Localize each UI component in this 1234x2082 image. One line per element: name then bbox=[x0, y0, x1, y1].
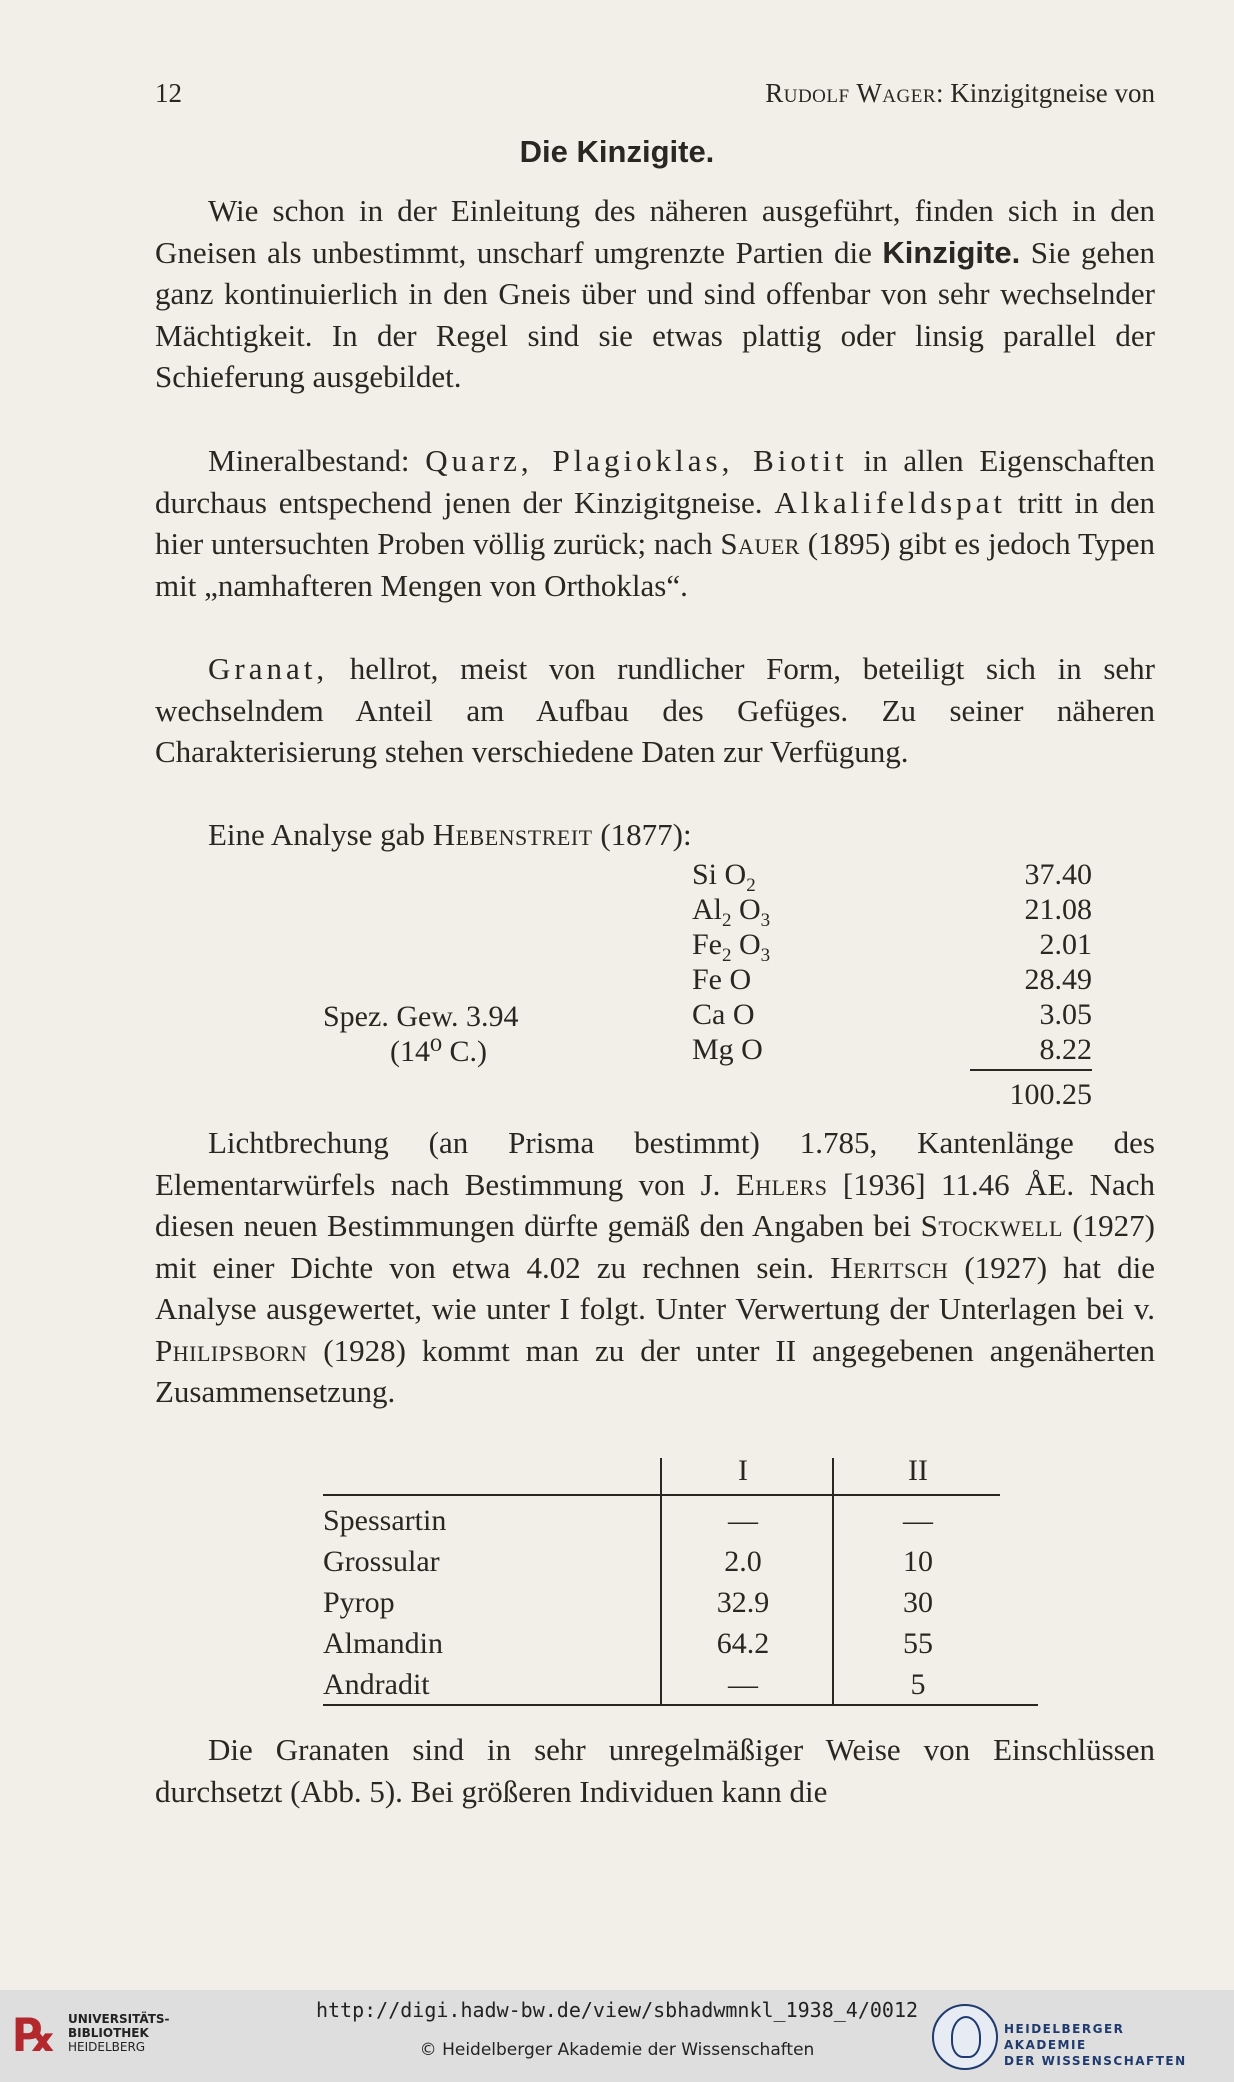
author-name: Rudolf Wager bbox=[765, 78, 937, 108]
oxide-value: 3.05 bbox=[1039, 998, 1092, 1031]
oxide-value: 8.22 bbox=[1039, 1033, 1092, 1066]
oxide-label: $Al_2$ $O_3$ bbox=[692, 893, 771, 931]
author-citation: Hebenstreit bbox=[432, 817, 593, 852]
table-row-label: Almandin bbox=[323, 1627, 443, 1660]
library-logo-text: UNIVERSITÄTS- BIBLIOTHEK HEIDELBERG bbox=[68, 2012, 170, 2054]
table-row-label: Andradit bbox=[323, 1668, 430, 1701]
measurement-temperature: (14⁰ C.) bbox=[390, 1035, 488, 1068]
author-citation: Philipsborn bbox=[155, 1332, 308, 1368]
text-run: hellrot, meist von rundlicher Form, beteiligt sich in sehr wechselndem Anteil am Aufbau des Gefüges. Zu seiner näheren Charakterisierung stehen verschiedene Daten zur Verfügung. bbox=[155, 651, 1155, 769]
bold-term: Kinzigite. bbox=[882, 234, 1021, 270]
table-cell: 64.2 bbox=[716, 1627, 770, 1660]
table-row-label: Pyrop bbox=[323, 1586, 395, 1619]
spaced-term: Quarz, Plagioklas, Biotit bbox=[425, 443, 848, 478]
text-run: (1927) hat die Analyse ausgewertet, wie unter I folgt. Unter Verwertung der Unterlagen bei v. bbox=[155, 1249, 1155, 1326]
analysis-total: 100.25 bbox=[1009, 1078, 1092, 1111]
copyright-notice: © Heidelberger Akademie der Wissenschaften bbox=[419, 2040, 815, 2060]
oxide-value: 21.08 bbox=[1024, 893, 1092, 926]
table-cell: 30 bbox=[903, 1586, 933, 1619]
text-run: (1928) kommt man zu der unter II angegebenen angenäherten Zusammensetzung. bbox=[155, 1332, 1155, 1409]
table-row-label: Grossular bbox=[323, 1545, 440, 1578]
text-run: (1877): bbox=[592, 817, 692, 852]
column-header-i: I bbox=[738, 1454, 748, 1487]
table-cell: 2.0 bbox=[724, 1545, 762, 1578]
permalink-url[interactable]: http://digi.hadw-bw.de/view/sbhadwmnkl_1938_4/0012 bbox=[315, 1998, 919, 2022]
bottom-rule bbox=[323, 1704, 1038, 1706]
text-run: tritt in den hier untersuchten Proben völlig zurück; nach bbox=[155, 484, 1155, 561]
section-title: Die Kinzigite. bbox=[519, 134, 715, 169]
author-citation: Sauer bbox=[720, 526, 800, 561]
text-run: Wie schon in der Einleitung des näheren ausgeführt, finden sich in den Gneisen als unbestimmt, unscharf umgrenzte Partien die bbox=[155, 193, 1155, 270]
text-run: Mineralbestand: bbox=[208, 443, 426, 478]
table-cell: 5 bbox=[910, 1668, 926, 1701]
header-rule bbox=[323, 1494, 1000, 1496]
paragraph-inclusions: Die Granaten sind in sehr unregelmäßiger Weise von Einschlüssen durchsetzt (Abb. 5). Bei größeren Individuen kann die bbox=[155, 1732, 1155, 1809]
text-run: Sie gehen ganz kontinuierlich in den Gneis über und sind offenbar von sehr wechselnder Mächtigkeit. In der Regel sind sie etwas plattig oder linsig parallel der Schieferung ausgebildet. bbox=[155, 234, 1155, 394]
table-cell: 10 bbox=[903, 1545, 933, 1578]
table-cell: — bbox=[728, 1668, 758, 1701]
oxide-label: Ca O bbox=[692, 998, 755, 1031]
specific-gravity: Spez. Gew. 3.94 bbox=[323, 1000, 519, 1033]
oxide-label: Mg O bbox=[692, 1033, 763, 1066]
author-citation: Stockwell bbox=[920, 1208, 1063, 1243]
text-run: in allen Eigenschaften durchaus entspechend jenen der Kinzigitgneise. bbox=[155, 443, 1155, 520]
page-number: 12 bbox=[155, 78, 182, 108]
table-cell: — bbox=[903, 1504, 933, 1537]
oxide-value: 28.49 bbox=[1024, 963, 1092, 996]
oxide-label: Fe O bbox=[692, 963, 752, 996]
text-run: (1927) mit einer Dichte von etwa 4.02 zu rechnen sein. bbox=[155, 1208, 1155, 1285]
library-emblem-icon: ℞ bbox=[14, 2008, 56, 2062]
oxide-label: Si $O_2$ bbox=[692, 858, 756, 896]
text-run: Lichtbrechung (an Prisma bestimmt) 1.785, Kantenlänge des Elementarwürfels nach Bestimmung von J. bbox=[155, 1125, 1155, 1202]
spaced-term: Granat, bbox=[208, 651, 329, 686]
academy-seal-icon bbox=[932, 2004, 998, 2070]
academy-logo[interactable] bbox=[932, 2004, 1212, 2070]
running-title-text: : Kinzigitgneise von bbox=[936, 78, 1155, 108]
oxide-value: 37.40 bbox=[1024, 858, 1092, 891]
table-cell: 32.9 bbox=[716, 1586, 770, 1619]
text-run: (1895) gibt es jedoch Typen mit „namhafteren Mengen von Orthoklas“. bbox=[155, 526, 1155, 603]
oxide-value: 2.01 bbox=[1039, 928, 1092, 961]
oxide-label: $Fe_2$ $O_3$ bbox=[692, 928, 771, 966]
author-citation: Heritsch bbox=[830, 1249, 949, 1285]
text-run: Eine Analyse gab bbox=[208, 817, 433, 852]
table-cell: 55 bbox=[903, 1627, 933, 1660]
text-run: [1936] 11.46 ÅE. Nach diesen neuen Bestimmungen dürfte gemäß den Angaben bei bbox=[155, 1166, 1155, 1243]
column-header-ii: II bbox=[908, 1454, 928, 1487]
academy-logo-text: HEIDELBERGER AKADEMIE DER WISSENSCHAFTEN bbox=[1004, 2022, 1187, 2068]
digitization-footer bbox=[0, 1990, 1234, 2082]
author-citation: Ehlers bbox=[735, 1166, 828, 1202]
table-row-label: Spessartin bbox=[323, 1504, 447, 1537]
table-cell: — bbox=[728, 1504, 758, 1537]
spaced-term: Alkalifeldspat bbox=[774, 484, 1006, 520]
